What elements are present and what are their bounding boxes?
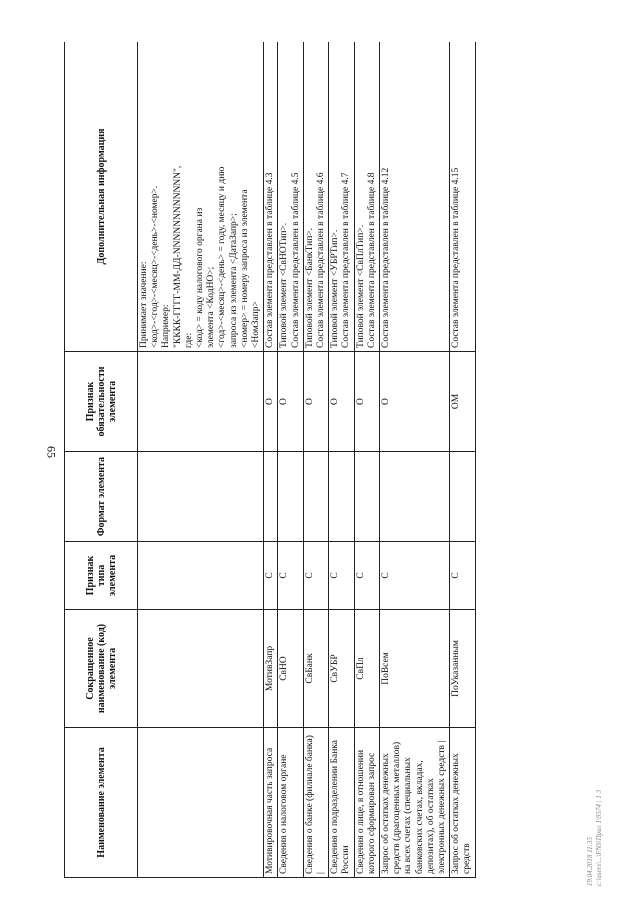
page-number: 65 [44,446,59,458]
cell-name: Запрос об остатках денежных средств [450,728,475,878]
info-line: Например: [161,304,172,348]
cell-type: С [278,542,303,610]
info-line: Типовой элемент <СвНОТип>. [279,222,290,348]
cell-type: С [450,542,475,610]
cell-info [303,42,328,352]
table-row [278,42,303,878]
cell-code: ПоВсем [380,610,450,728]
cell-required: О [329,352,354,452]
info-line: "КККК-ГГГГ-ММ-ДД-NNNNNNNNNNNN", [172,165,183,348]
info-line: Состав элемента представлен в таблице 4.8 [366,172,377,348]
table-row [450,42,475,878]
cell-info [380,42,450,352]
rotated-table-container [64,42,620,878]
stamp-line: 19.04.2018 11:35 [586,837,594,887]
info-line: Типовой элемент <УБРТип>. [330,229,341,348]
table-wrapper [64,42,620,878]
intro-info-cell [138,42,264,352]
cell-info [450,42,475,352]
elements-table [64,42,476,878]
cell-format [264,452,278,542]
info-line: Состав элемента представлен в таблице 4.6 [316,172,327,348]
cell-code: ПоУказанным [450,610,475,728]
cell-code: СвПл [354,610,379,728]
cell-required: О [278,352,303,452]
table-row [303,42,328,878]
cell-format [278,452,303,542]
info-line: запроса из элемента <ДатаЗапр>; [228,213,239,348]
info-line: <НомЗапр> [251,301,262,348]
cell-info [264,42,278,352]
cell-code: МотивЗапр [264,610,278,728]
cell-info [329,42,354,352]
info-line: элемента <КодНО>; [206,266,217,348]
table-row [264,42,278,878]
cell-required: О [380,352,450,452]
cell-format [303,452,328,542]
header-required: Признак обязательности элемента [65,352,138,452]
cell-name: Сведения о налоговом органе [278,728,303,878]
info-line: <номер> = номеру запроса из элемента [239,189,250,348]
info-line: <год>-<месяц>-<день> = году, месяцу и дню [217,166,228,348]
cell-code: СвУБР [329,610,354,728]
table-row [354,42,379,878]
cell-info [354,42,379,352]
cell-format [380,452,450,542]
cell-required: О [354,352,379,452]
header-name: Наименование элемента [65,728,138,878]
cell-name: Сведения о лице, в отношении которого сформирован запрос [354,728,379,878]
cell-type: С [264,542,278,610]
stamp-line: с:\users\...\FNS\Прил 1\9574 | 1 3 [595,789,603,887]
cell-code: СвБанк [303,610,328,728]
header-type: Признак типа элемента [65,542,138,610]
cell-info [278,42,303,352]
cell-type: С [354,542,379,610]
cell-type: С [303,542,328,610]
table-row-intro [138,42,264,878]
info-line: Состав элемента представлен в таблице 4.3 [265,172,276,348]
cell-required: О [303,352,328,452]
info-line: Состав элемента представлен в таблице 4.5 [290,172,301,348]
info-line: Принимает значение: [139,261,149,348]
cell-format [329,452,354,542]
info-line: Типовой элемент <СвПлТип>. [355,224,366,348]
header-code: Сокращенное наименование (код) элемента [65,610,138,728]
cell-type: С [329,542,354,610]
info-line: Состав элемента представлен в таблице 4.15 [451,167,462,348]
cell-name: Сведения о банке (филиале банка) | [303,728,328,878]
info-line: <код>-<год>-<месяц>-<день>-<номер>. [150,185,161,348]
cell-name: Сведения о подразделении Банка России [329,728,354,878]
cell-type: С [380,542,450,610]
cell-code: СвНО [278,610,303,728]
header-info: Дополнительная информация [65,42,138,352]
cell-name: Мотивировочная часть запроса [264,728,278,878]
info-line: Типовой элемент <БанкТип>. [304,227,315,348]
cell-required: О [264,352,278,452]
info-line: где: [183,332,194,348]
info-line: Состав элемента представлен в таблице 4.12 [381,167,392,348]
info-line: <код> = коду налогового органа из [195,207,206,348]
cell-format [354,452,379,542]
header-row [65,42,138,878]
info-line: Состав элемента представлен в таблице 4.7 [341,172,352,348]
cell-name: Запрос об остатках денежных средств (драгоценных металлов) на всех счетах (специальных банковских счетах, вкладах, депозитах), об остатках электронных денежных средств | [380,728,450,878]
header-format: Формат элемента [65,452,138,542]
table-row [329,42,354,878]
cell-required: ОМ [450,352,475,452]
table-row [380,42,450,878]
cell-format [450,452,475,542]
